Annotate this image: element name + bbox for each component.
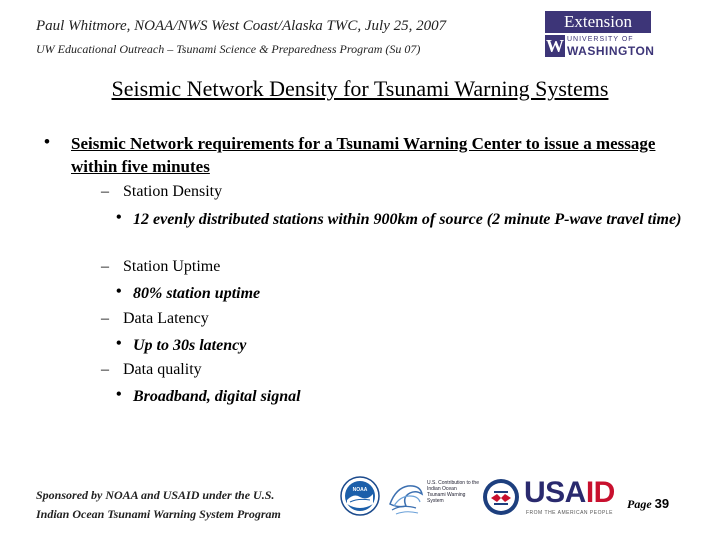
dash-icon: – (101, 258, 109, 275)
list-item-label: – Data Latency (101, 310, 209, 327)
bullet-icon: • (116, 283, 122, 300)
list-item-label: – Data quality (101, 361, 202, 378)
dash-icon: – (101, 361, 109, 378)
main-bullet-text: Seismic Network requirements for a Tsunami Warning Center to issue a message within five minutes (71, 134, 656, 176)
header-program-line: UW Educational Outreach – Tsunami Science & Preparedness Program (Su 07) (36, 42, 421, 56)
bullet-icon: • (116, 335, 122, 352)
dash-icon: – (101, 183, 109, 200)
slide-title: Seismic Network Density for Tsunami Warning Systems (111, 76, 609, 101)
sponsor-text: Sponsored by NOAA and USAID under the U.S. Indian Ocean Tsunami Warning System Program (36, 488, 281, 521)
uw-w-letter: W (546, 36, 564, 56)
list-item-label: – Station Density (101, 183, 223, 200)
usaid-wordmark: USAID (524, 476, 615, 509)
noaa-logo-icon (340, 476, 380, 516)
noaa-logo-label: NOAA (352, 487, 368, 493)
usaid-seal-icon (482, 478, 520, 516)
dash-icon: – (101, 310, 109, 327)
bullet-icon: • (44, 132, 50, 151)
usaid-tagline: FROM THE AMERICAN PEOPLE (526, 510, 613, 516)
bullet-icon: • (116, 209, 122, 226)
ocean-program-text: U.S. Contribution to the Indian Ocean Tsunami Warning System (427, 480, 479, 504)
uw-extension-logo (545, 11, 655, 58)
header-author-line: Paul Whitmore, NOAA/NWS West Coast/Alaska TWC, July 25, 2007 (36, 18, 447, 34)
list-item-label: – Station Uptime (101, 258, 221, 275)
bullet-icon: • (116, 386, 122, 403)
uw-logo-big-text: WASHINGTON (567, 44, 655, 58)
page-number: Page 39 (627, 496, 670, 511)
uw-logo-top-word: Extension (545, 11, 651, 33)
wave-logo-icon (388, 478, 424, 518)
uw-logo-small-text: UNIVERSITY OF (567, 36, 634, 43)
usaid-logo (482, 474, 614, 520)
